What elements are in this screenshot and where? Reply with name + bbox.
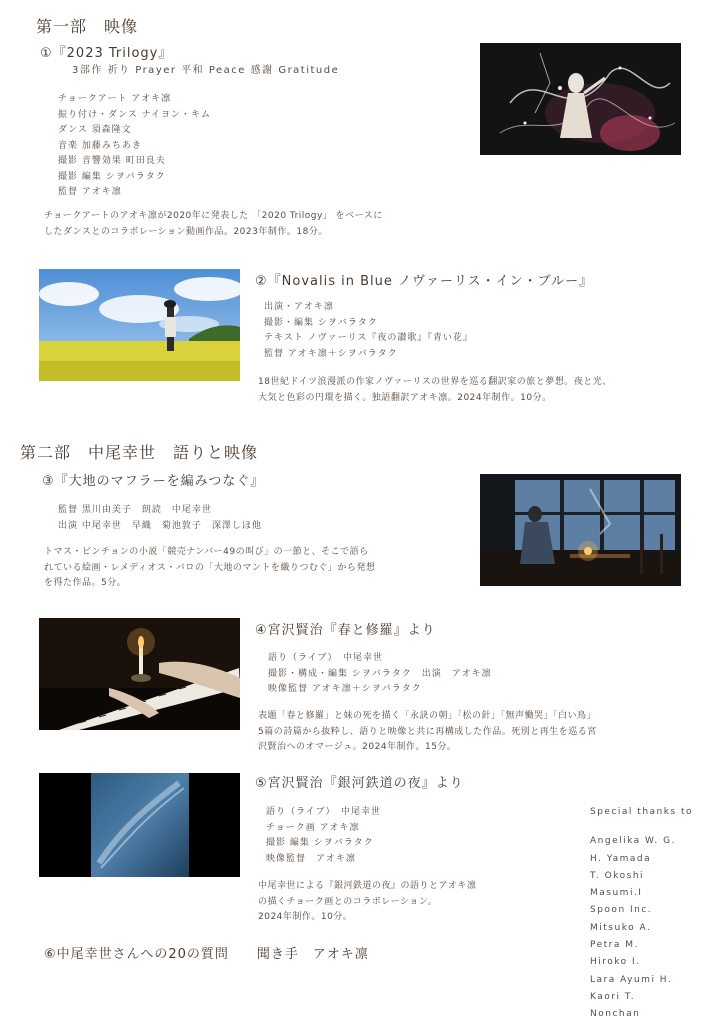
chalk-galaxy-image bbox=[39, 773, 240, 877]
window-scene-image bbox=[480, 474, 681, 586]
description-line: したダンスとのコラボレーション動画作品。2023年制作。18分。 bbox=[44, 226, 328, 237]
description-line: 大気と色彩の円環を描く。独語翻訳アオキ凛。2024年制作。10分。 bbox=[258, 392, 552, 403]
field-landscape-image bbox=[39, 269, 240, 381]
work3-title: ③『大地のマフラーを編みつなぐ』 bbox=[42, 474, 265, 489]
thanks-name: Spoon Inc. bbox=[590, 905, 653, 916]
credit-line: テキスト ノヴァーリス『夜の讃歌』『青い花』 bbox=[264, 333, 473, 343]
thanks-name: Masumi.I bbox=[590, 888, 643, 899]
description-line: 2024年制作。10分。 bbox=[258, 912, 353, 922]
special-thanks bbox=[590, 804, 693, 1024]
description-line: 表題「春と修羅」と妹の死を描く「永訣の朝」「松の針」「無声慟哭」「白い鳥」 bbox=[258, 711, 597, 721]
work4-description bbox=[258, 709, 597, 756]
part2-heading: 第二部 中尾幸世 語りと映像 bbox=[20, 443, 259, 462]
part1-heading: 第一部 映像 bbox=[36, 17, 139, 36]
credit-line: 映像監督 アオキ凛 bbox=[266, 853, 356, 864]
credit-line: ダンス 須森隆文 bbox=[58, 125, 132, 135]
credit-line: 撮影 編集 シヲバラタク bbox=[58, 171, 166, 182]
description-line: を得た作品。5分。 bbox=[44, 578, 127, 588]
thanks-name: T. Okoshi bbox=[590, 870, 645, 881]
credit-line: 監督 黒川由美子 朗読 中尾幸世 bbox=[58, 505, 212, 515]
thanks-name: Kaori T. bbox=[590, 991, 636, 1002]
thanks-name: Angelika W. G. bbox=[590, 836, 676, 847]
thanks-heading: Special thanks to bbox=[590, 807, 694, 817]
work2-description bbox=[258, 375, 612, 406]
description-line: 18世紀ドイツ浪漫派の作家ノヴァーリスの世界を巡る翻訳家の旅と夢想。夜と光、 bbox=[258, 377, 612, 387]
credit-line: チョーク画 アオキ凛 bbox=[266, 822, 360, 833]
description-line: チョークアートのアオキ凛が2020年に発表した 「2020 Trilogy」 をベースに bbox=[44, 211, 383, 221]
description-line: の描くチョーク画とのコラボレーション。 bbox=[258, 896, 438, 907]
credit-line: 語り（ライブ） 中尾幸世 bbox=[268, 653, 384, 663]
thanks-name: Petra M. bbox=[590, 940, 639, 951]
thanks-name: H. Yamada bbox=[590, 853, 652, 864]
thanks-name: Nonchan bbox=[590, 1009, 641, 1020]
work4-title: ④宮沢賢治『春と修羅』より bbox=[255, 623, 436, 638]
credit-line: 撮影 音響効果 町田良夫 bbox=[58, 156, 166, 166]
credit-line: 映像監督 アオキ凛＋シヲバラタク bbox=[268, 684, 422, 694]
description-line: 沢賢治へのオマージュ。2024年制作。15分。 bbox=[258, 742, 457, 752]
credit-line: 語り（ライブ） 中尾幸世 bbox=[266, 807, 382, 817]
work1-credits bbox=[58, 92, 211, 201]
work6-title: ⑥中尾幸世さんへの20の質問 聞き手 アオキ凛 bbox=[44, 947, 369, 962]
work4-credits bbox=[268, 651, 492, 698]
credit-line: 振り付け・ダンス ナイヨン・キム bbox=[58, 109, 211, 120]
work3-credits bbox=[58, 503, 262, 534]
work1-subtitle: 3部作 祈り Prayer 平和 Peace 感謝 Gratitude bbox=[72, 65, 340, 76]
credit-line: 音楽 加藤みちあき bbox=[58, 140, 142, 151]
thanks-name: Lara Ayumi H. bbox=[590, 974, 673, 985]
credit-line: 出演 中尾幸世 早織 菊池敦子 深澤しほ他 bbox=[58, 520, 262, 531]
credit-line: 監督 アオキ凛＋シヲバラタク bbox=[264, 348, 398, 359]
credit-line: 撮影・構成・編集 シヲバラタク 出演 アオキ凛 bbox=[268, 668, 492, 679]
work5-credits bbox=[266, 805, 381, 867]
thanks-name: Mitsuko A. bbox=[590, 922, 652, 933]
work2-title: ②『Novalis in Blue ノヴァーリス・イン・ブルー』 bbox=[255, 274, 594, 289]
description-line: トマス・ピンチョンの小説「競売ナンバー49の叫び」の一節と、そこで語ら bbox=[44, 547, 369, 557]
work3-description bbox=[44, 545, 375, 592]
work5-title: ⑤宮沢賢治『銀河鉄道の夜』より bbox=[255, 776, 464, 791]
dance-chalk-art-image bbox=[480, 43, 681, 155]
description-line: れている絵画・レメディオス・バロの「大地のマントを織りつむぐ」から発想 bbox=[44, 562, 376, 573]
thanks-name: Hiroko I. bbox=[590, 957, 641, 968]
credit-line: 監督 アオキ凛 bbox=[58, 187, 122, 197]
description-line: 中尾幸世による『銀河鉄道の夜』の語りとアオキ凛 bbox=[258, 881, 477, 891]
work2-credits bbox=[264, 300, 473, 362]
piano-candle-image bbox=[39, 618, 240, 730]
work1-title: ①『2023 Trilogy』 bbox=[40, 46, 173, 61]
description-line: 5篇の詩篇から抜粋し、語りと映像と共に再構成した作品。死別と再生を巡る宮 bbox=[258, 726, 597, 737]
credit-line: 撮影・編集 シヲバラタク bbox=[264, 317, 378, 328]
work1-description bbox=[44, 209, 383, 240]
credit-line: チョークアート アオキ凛 bbox=[58, 94, 172, 104]
credit-line: 出演・アオキ凛 bbox=[264, 302, 334, 312]
work5-description bbox=[258, 879, 476, 926]
credit-line: 撮影 編集 シヲバラタク bbox=[266, 838, 374, 848]
